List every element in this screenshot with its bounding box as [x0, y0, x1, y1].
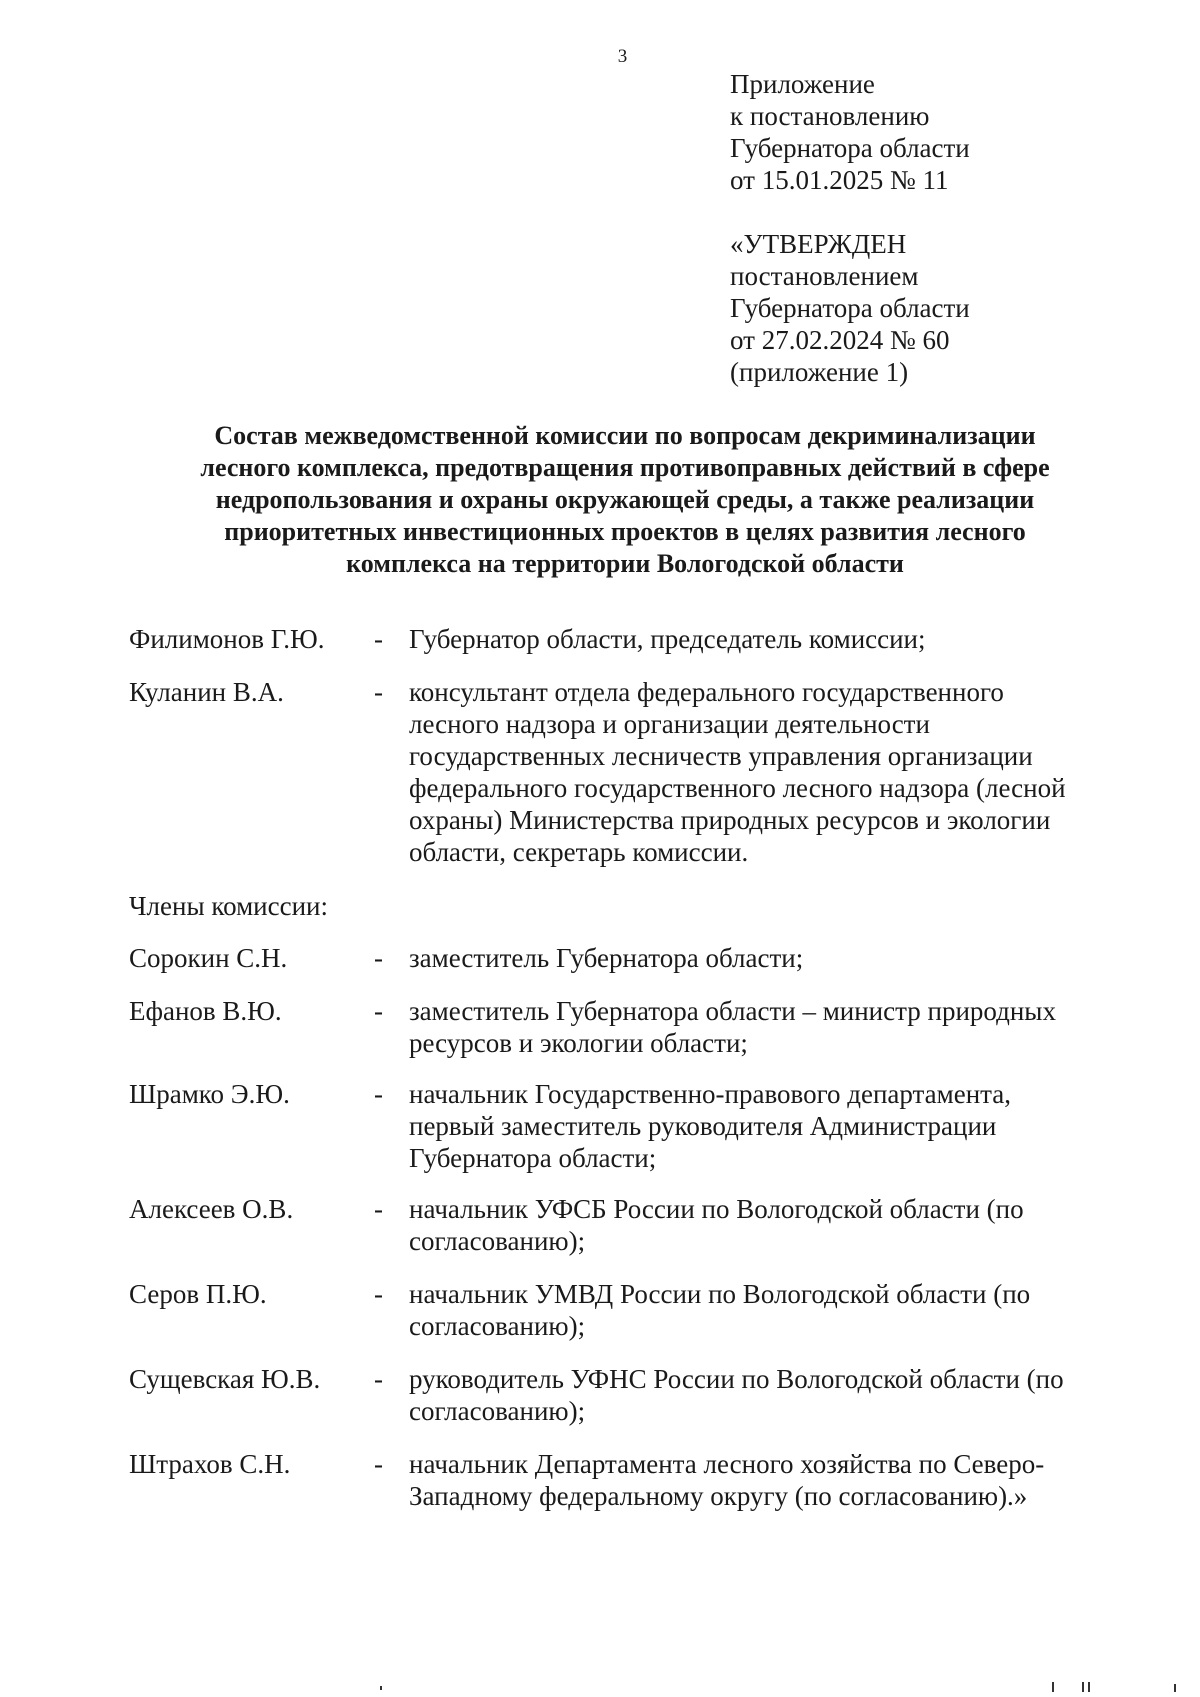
- member-role: [409, 623, 926, 655]
- title-line: недропользования и охраны окружающей среды, а также реализации: [215, 485, 1035, 514]
- approval-line: от 27.02.2024 № 60: [730, 325, 950, 355]
- annex-line: к постановлению: [730, 101, 930, 131]
- member-name: Ефанов В.Ю.: [129, 996, 282, 1026]
- role-line: начальник УМВД России по Вологодской области (по: [409, 1279, 1031, 1309]
- member-name: Штрахов С.Н.: [129, 1449, 291, 1479]
- approval-line: (приложение 1): [730, 357, 909, 387]
- role-line: лесного надзора и организации деятельности: [409, 709, 930, 739]
- scan-artifact: [380, 1686, 382, 1690]
- document-title: [140, 420, 1110, 580]
- scan-artifact: [1082, 1682, 1084, 1692]
- member-dash: -: [374, 1449, 383, 1479]
- member-role: [409, 1278, 1030, 1342]
- member-role: [409, 1078, 1011, 1174]
- member-dash: -: [374, 943, 383, 973]
- role-line: Западному федеральному округу (по согласованию).»: [409, 1481, 1028, 1511]
- annex-line: от 15.01.2025 № 11: [730, 165, 949, 195]
- member-name: Куланин В.А.: [129, 677, 284, 707]
- member-role: [409, 1193, 1024, 1257]
- role-line: руководитель УФНС России по Вологодской области (по: [409, 1364, 1064, 1394]
- role-line: ресурсов и экологии области;: [409, 1028, 748, 1058]
- member-dash: -: [374, 624, 383, 654]
- member-dash: -: [374, 996, 383, 1026]
- role-line: начальник Департамента лесного хозяйства по Северо-: [409, 1449, 1045, 1479]
- role-line: охраны) Министерства природных ресурсов и экологии: [409, 805, 1051, 835]
- annex-block: [730, 68, 970, 196]
- approval-line: Губернатора области: [730, 293, 970, 323]
- title-line: комплекса на территории Вологодской области: [346, 549, 904, 578]
- title-line: лесного комплекса, предотвращения противоправных действий в сфере: [200, 453, 1050, 482]
- scan-artifact: [1052, 1682, 1054, 1692]
- approval-line: «УТВЕРЖДЕН: [730, 229, 907, 259]
- approval-line: постановлением: [730, 261, 919, 291]
- role-line: первый заместитель руководителя Администрации: [409, 1111, 997, 1141]
- member-name: Шрамко Э.Ю.: [129, 1079, 290, 1109]
- role-line: согласованию);: [409, 1396, 586, 1426]
- page-number: 3: [617, 46, 628, 67]
- approval-stamp-block: [730, 228, 970, 388]
- role-line: федерального государственного лесного надзора (лесной: [409, 773, 1066, 803]
- member-name: Сорокин С.Н.: [129, 943, 288, 973]
- role-line: начальник УФСБ России по Вологодской области (по: [409, 1194, 1024, 1224]
- member-role: [409, 1448, 1044, 1512]
- role-line: государственных лесничеств управления организации: [409, 741, 1033, 771]
- role-line: области, секретарь комиссии.: [409, 837, 749, 867]
- member-name: Серов П.Ю.: [129, 1279, 267, 1309]
- member-name: Сущевская Ю.В.: [129, 1364, 321, 1394]
- scan-artifact: [1088, 1682, 1090, 1692]
- role-line: заместитель Губернатора области – министр природных: [409, 996, 1056, 1026]
- member-role: [409, 676, 1066, 868]
- member-role: [409, 1363, 1064, 1427]
- member-dash: -: [374, 1364, 383, 1394]
- role-line: согласованию);: [409, 1226, 586, 1256]
- member-dash: -: [374, 677, 383, 707]
- member-dash: -: [374, 1279, 383, 1309]
- annex-line: Губернатора области: [730, 133, 970, 163]
- member-name: Филимонов Г.Ю.: [129, 624, 325, 654]
- annex-line: Приложение: [730, 69, 875, 99]
- member-role: [409, 995, 1056, 1059]
- member-name: Алексеев О.В.: [129, 1194, 294, 1224]
- title-line: приоритетных инвестиционных проектов в целях развития лесного: [224, 517, 1026, 546]
- role-line: заместитель Губернатора области;: [409, 943, 804, 973]
- role-line: согласованию);: [409, 1311, 586, 1341]
- member-role: [409, 942, 803, 974]
- scan-artifact: [1174, 1684, 1176, 1692]
- members-heading: Члены комиссии:: [129, 891, 328, 921]
- role-line: Губернатор области, председатель комиссии;: [409, 624, 926, 654]
- member-dash: -: [374, 1079, 383, 1109]
- role-line: консультант отдела федерального государственного: [409, 677, 1004, 707]
- role-line: Губернатора области;: [409, 1143, 657, 1173]
- title-line: Состав межведомственной комиссии по вопросам декриминализации: [214, 421, 1036, 450]
- member-dash: -: [374, 1194, 383, 1224]
- role-line: начальник Государственно-правового департамента,: [409, 1079, 1012, 1109]
